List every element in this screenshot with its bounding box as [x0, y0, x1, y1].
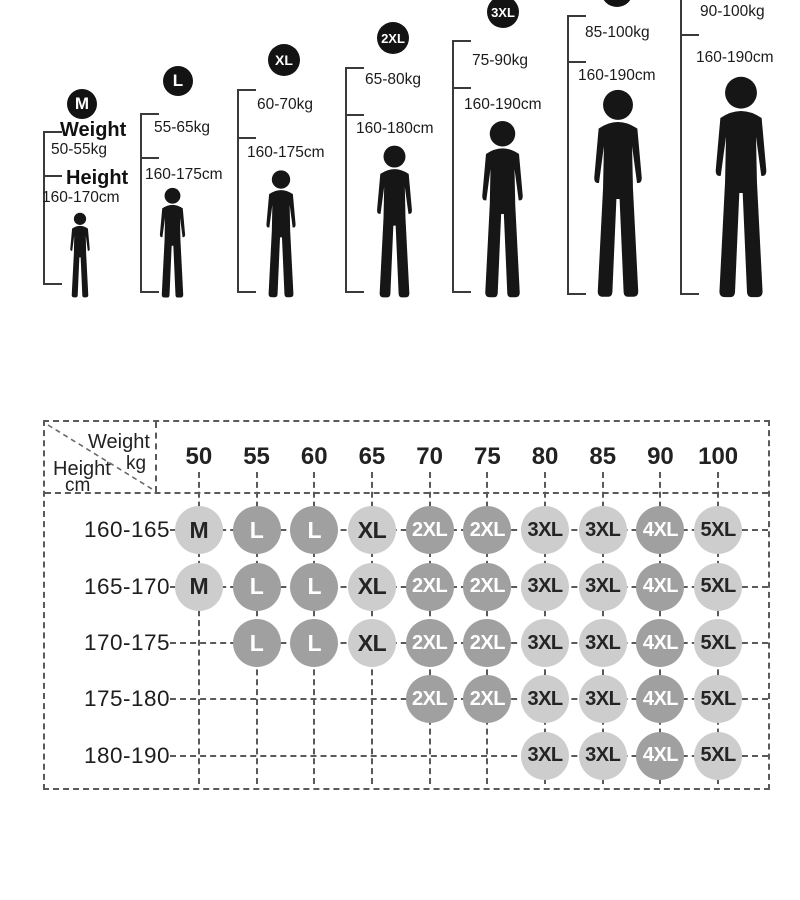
- weight-range-text: 50-55kg: [51, 141, 108, 158]
- size-cell-L: L: [233, 563, 281, 611]
- corner-height-label: Height: [53, 458, 111, 480]
- size-cell-4XL: 4XL: [636, 619, 684, 667]
- height-range-text: 160-190cm: [696, 49, 774, 66]
- size-cell-3XL: 3XL: [579, 563, 627, 611]
- size-table: [43, 420, 770, 790]
- size-cell-2XL: 2XL: [463, 506, 511, 554]
- size-cell-XL: XL: [348, 506, 396, 554]
- size-cell-L: L: [233, 506, 281, 554]
- bracket-mid-tick: [569, 61, 586, 63]
- col-header-55: 55: [243, 443, 270, 470]
- size-cell-4XL: 4XL: [636, 732, 684, 780]
- size-cell-L: L: [233, 619, 281, 667]
- weight-range-text: 90-100kg: [700, 3, 765, 20]
- bracket-top-tick: [239, 89, 256, 91]
- bracket-top-tick: [454, 40, 471, 42]
- weight-title: Weight: [60, 119, 127, 141]
- size-cell-2XL: 2XL: [463, 563, 511, 611]
- col-header-70: 70: [416, 443, 443, 470]
- size-cell-L: L: [290, 619, 338, 667]
- size-cell-XL: XL: [348, 563, 396, 611]
- person-silhouette-4XL: [574, 86, 662, 298]
- size-cell-4XL: 4XL: [636, 675, 684, 723]
- height-range-text: 160-170cm: [42, 189, 120, 206]
- size-badge-M: M: [67, 89, 97, 119]
- corner-cell-border: [155, 422, 157, 492]
- weight-range-text: 60-70kg: [257, 96, 314, 113]
- bracket-top-tick: [142, 113, 159, 115]
- size-cell-2XL: 2XL: [463, 675, 511, 723]
- height-title: Height: [66, 167, 129, 189]
- col-header-80: 80: [531, 443, 559, 470]
- size-cell-4XL: 4XL: [636, 563, 684, 611]
- size-cell-4XL: 4XL: [636, 506, 684, 554]
- bracket-mid-tick: [347, 114, 364, 116]
- size-cell-3XL: 3XL: [579, 506, 627, 554]
- size-cell-3XL: 3XL: [521, 732, 569, 780]
- person-silhouette-2XL: [362, 143, 427, 298]
- row-label-170-175: 170-175: [84, 630, 171, 655]
- row-label-160-165: 160-165: [84, 517, 171, 543]
- weight-range-text: 65-80kg: [365, 71, 422, 88]
- height-range-text: 160-190cm: [578, 67, 656, 84]
- col-header-50: 50: [185, 443, 213, 470]
- size-cell-2XL: 2XL: [406, 563, 454, 611]
- row-label-165-170: 165-170: [84, 573, 171, 599]
- size-cell-3XL: 3XL: [579, 732, 627, 780]
- size-cell-L: L: [290, 563, 338, 611]
- size-cell-L: L: [290, 506, 338, 554]
- bracket-mid-tick: [45, 175, 62, 177]
- size-cell-M: M: [175, 506, 223, 554]
- weight-range-text: 85-100kg: [585, 24, 650, 41]
- size-cell-2XL: 2XL: [406, 675, 454, 723]
- weight-range-text: 55-65kg: [154, 119, 211, 136]
- size-badge-L: L: [163, 66, 193, 96]
- size-badge-XL: XL: [268, 44, 300, 76]
- col-header-85: 85: [589, 443, 617, 470]
- size-badge-3XL: 3XL: [487, 0, 519, 28]
- size-cell-5XL: 5XL: [694, 506, 742, 554]
- person-silhouette-M: [62, 211, 98, 298]
- size-cell-3XL: 3XL: [521, 506, 569, 554]
- size-cell-3XL: 3XL: [521, 675, 569, 723]
- size-cell-3XL: 3XL: [579, 675, 627, 723]
- size-badge-2XL: 2XL: [377, 22, 409, 54]
- size-cell-2XL: 2XL: [463, 619, 511, 667]
- corner-weight-label: Weight: [88, 431, 150, 453]
- height-range-text: 160-190cm: [464, 96, 542, 113]
- weight-range-text: 75-90kg: [472, 52, 529, 69]
- col-header-100: 100: [698, 443, 739, 470]
- height-range-text: 160-180cm: [356, 120, 434, 137]
- height-range-text: 160-175cm: [247, 144, 325, 161]
- size-cell-5XL: 5XL: [694, 675, 742, 723]
- bracket-mid-tick: [682, 34, 699, 36]
- bracket-mid-tick: [454, 87, 471, 89]
- size-cell-3XL: 3XL: [521, 619, 569, 667]
- size-cell-2XL: 2XL: [406, 506, 454, 554]
- person-silhouette-5XL: [694, 73, 788, 298]
- size-cell-M: M: [175, 563, 223, 611]
- size-cell-3XL: 3XL: [521, 563, 569, 611]
- size-cell-5XL: 5XL: [694, 563, 742, 611]
- col-header-60: 60: [300, 443, 328, 470]
- row-label-180-190: 180-190: [84, 742, 171, 768]
- row-label-175-180: 175-180: [84, 686, 171, 712]
- size-cell-2XL: 2XL: [406, 619, 454, 667]
- size-cell-3XL: 3XL: [579, 619, 627, 667]
- bracket-mid-tick: [142, 157, 159, 159]
- col-header-65: 65: [358, 443, 386, 470]
- col-header-90: 90: [647, 443, 674, 470]
- corner-weight-unit: kg: [126, 453, 147, 474]
- col-header-75: 75: [473, 443, 501, 470]
- size-cell-5XL: 5XL: [694, 619, 742, 667]
- size-badge-4XL: [601, 0, 633, 7]
- size-cell-XL: XL: [348, 619, 396, 667]
- person-silhouette-XL: [254, 168, 308, 298]
- bracket-mid-tick: [239, 137, 256, 139]
- bracket-top-tick: [569, 15, 586, 17]
- corner-height-unit: cm: [65, 475, 91, 496]
- size-cell-5XL: 5XL: [694, 732, 742, 780]
- bracket-top-tick: [347, 67, 364, 69]
- height-range-text: 160-175cm: [145, 166, 223, 183]
- person-silhouette-3XL: [465, 118, 540, 298]
- bracket-bottom-tick: [45, 283, 62, 285]
- person-silhouette-L: [149, 186, 196, 298]
